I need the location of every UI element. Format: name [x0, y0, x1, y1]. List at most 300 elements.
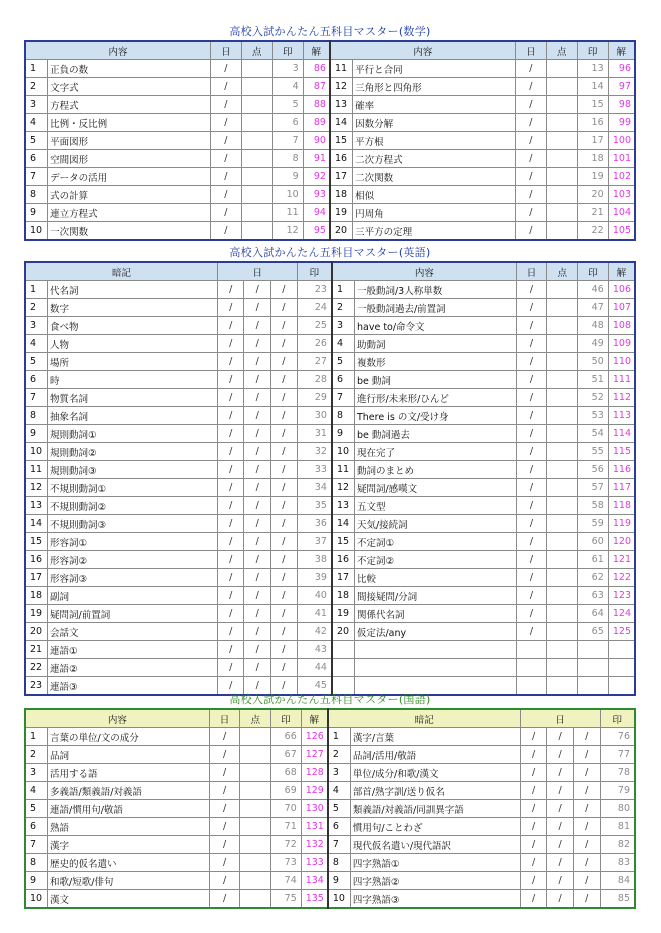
math-header-point-right: 点: [546, 41, 577, 60]
page-number: 28: [297, 371, 332, 389]
empty-cell: [608, 641, 635, 659]
score-cell: [241, 186, 272, 204]
date-slash: /: [209, 890, 240, 909]
page-number: 68: [271, 764, 302, 782]
math-table: [24, 40, 636, 241]
page-number: 32: [297, 443, 332, 461]
item-title: 食べ物: [48, 317, 218, 335]
table-row: [25, 872, 635, 890]
japanese-header-stamp-left: 印: [271, 709, 302, 728]
date-slash: /: [516, 479, 547, 497]
item-title: 漢字: [48, 836, 210, 854]
page-number: 27: [297, 353, 332, 371]
japanese-title: 高校入試かんたん五科目マスター(国語): [229, 693, 431, 706]
date-slash: /: [244, 371, 271, 389]
answer-page-number: 120: [608, 533, 635, 551]
table-row: [25, 78, 635, 96]
page-number: 70: [271, 800, 302, 818]
item-number: 9: [328, 872, 351, 890]
page-number: 14: [577, 78, 608, 96]
math-header-stamp-left: 印: [272, 41, 303, 60]
item-number: 11: [330, 60, 353, 78]
item-title: データの活用: [48, 168, 211, 186]
answer-page-number: 101: [608, 150, 635, 168]
answer-page-number: 132: [301, 836, 328, 854]
date-slash: /: [271, 587, 298, 605]
score-cell: [241, 204, 272, 222]
item-title: 円周角: [353, 204, 516, 222]
empty-cell: [516, 641, 547, 659]
answer-page-number: 89: [303, 114, 330, 132]
score-cell: [546, 222, 577, 241]
date-slash: /: [516, 623, 547, 641]
page-number: 69: [271, 782, 302, 800]
date-slash: /: [516, 353, 547, 371]
date-slash: /: [244, 407, 271, 425]
item-title: 複数形: [354, 353, 516, 371]
date-slash: /: [520, 818, 547, 836]
item-title: 規則動詞②: [48, 443, 218, 461]
date-slash: /: [271, 335, 298, 353]
date-slash: /: [516, 605, 547, 623]
date-slash: /: [217, 659, 244, 677]
item-title: 空間図形: [48, 150, 211, 168]
date-slash: /: [573, 890, 600, 909]
date-slash: /: [271, 281, 298, 299]
japanese-header-content: 内容: [25, 709, 209, 728]
item-number: 20: [330, 222, 353, 241]
date-slash: /: [271, 443, 298, 461]
answer-page-number: 97: [608, 78, 635, 96]
table-row: [25, 389, 635, 407]
empty-cell: [332, 659, 355, 677]
item-title: 連語③: [48, 677, 218, 696]
date-slash: /: [516, 551, 547, 569]
table-row: [25, 641, 635, 659]
item-title: 平方根: [353, 132, 516, 150]
date-slash: /: [217, 641, 244, 659]
date-slash: /: [217, 515, 244, 533]
date-slash: /: [244, 461, 271, 479]
score-cell: [547, 335, 578, 353]
score-cell: [547, 533, 578, 551]
page-number: 20: [577, 186, 608, 204]
table-row: [25, 335, 635, 353]
score-cell: [547, 443, 578, 461]
score-cell: [547, 353, 578, 371]
date-slash: /: [210, 132, 241, 150]
item-title: 規則動詞①: [48, 425, 218, 443]
page-number: 29: [297, 389, 332, 407]
date-slash: /: [520, 872, 547, 890]
answer-page-number: 88: [303, 96, 330, 114]
date-slash: /: [244, 479, 271, 497]
item-title: 熟語: [48, 818, 210, 836]
item-title: 和歌/短歌/俳句: [48, 872, 210, 890]
item-title: 仮定法/any: [354, 623, 516, 641]
table-row: [25, 168, 635, 186]
answer-page-number: 87: [303, 78, 330, 96]
date-slash: /: [516, 371, 547, 389]
item-title: 一般動詞過去/前置詞: [354, 299, 516, 317]
math-header-content-left: 内容: [25, 41, 210, 60]
table-row: [25, 317, 635, 335]
date-slash: /: [573, 836, 600, 854]
score-cell: [240, 728, 271, 746]
date-slash: /: [210, 204, 241, 222]
item-number: 1: [328, 728, 351, 746]
score-cell: [241, 78, 272, 96]
date-slash: /: [210, 60, 241, 78]
item-title: 会話文: [48, 623, 218, 641]
date-slash: /: [516, 317, 547, 335]
item-number: 8: [328, 854, 351, 872]
date-slash: /: [244, 641, 271, 659]
answer-page-number: 117: [608, 479, 635, 497]
item-number: 11: [332, 461, 355, 479]
date-slash: /: [520, 800, 547, 818]
table-row: [25, 353, 635, 371]
item-number: 4: [25, 782, 48, 800]
answer-page-number: 98: [608, 96, 635, 114]
item-number: 8: [25, 854, 48, 872]
item-number: 4: [332, 335, 355, 353]
item-number: 6: [25, 818, 48, 836]
score-cell: [546, 96, 577, 114]
date-slash: /: [217, 443, 244, 461]
date-slash: /: [515, 150, 546, 168]
date-slash: /: [271, 407, 298, 425]
answer-page-number: 119: [608, 515, 635, 533]
item-number: 5: [25, 800, 48, 818]
date-slash: /: [217, 371, 244, 389]
page-number: 6: [272, 114, 303, 132]
english-table: [24, 261, 636, 696]
item-number: 5: [25, 132, 48, 150]
table-row: [25, 60, 635, 78]
score-cell: [240, 764, 271, 782]
score-cell: [547, 479, 578, 497]
item-title: 一次関数: [48, 222, 211, 241]
table-row: [25, 186, 635, 204]
date-slash: /: [209, 872, 240, 890]
item-title: 抽象名詞: [48, 407, 218, 425]
score-cell: [241, 96, 272, 114]
table-row: [25, 222, 635, 241]
page-number: 31: [297, 425, 332, 443]
english-header-day-right: 日: [516, 262, 547, 281]
score-cell: [241, 60, 272, 78]
score-cell: [547, 425, 578, 443]
date-slash: /: [520, 728, 547, 746]
item-title: 形容詞②: [48, 551, 218, 569]
page-number: 83: [600, 854, 635, 872]
item-number: 17: [25, 569, 48, 587]
date-slash: /: [547, 890, 574, 909]
table-row: [25, 551, 635, 569]
page-number: 64: [578, 605, 609, 623]
item-number: 20: [25, 623, 48, 641]
answer-page-number: 133: [301, 854, 328, 872]
answer-page-number: 124: [608, 605, 635, 623]
item-title: 単位/成分/和歌/漢文: [350, 764, 520, 782]
item-title: 形容詞①: [48, 533, 218, 551]
page-number: 15: [577, 96, 608, 114]
item-number: 10: [25, 443, 48, 461]
table-row: [25, 569, 635, 587]
date-slash: /: [244, 281, 271, 299]
date-slash: /: [547, 872, 574, 890]
item-number: 10: [332, 443, 355, 461]
answer-page-number: 100: [608, 132, 635, 150]
answer-page-number: 121: [608, 551, 635, 569]
page-number: 82: [600, 836, 635, 854]
page-number: 4: [272, 78, 303, 96]
page-number: 43: [297, 641, 332, 659]
item-number: 13: [25, 497, 48, 515]
table-row: [25, 150, 635, 168]
date-slash: /: [516, 587, 547, 605]
page-number: 75: [271, 890, 302, 909]
page-number: 63: [578, 587, 609, 605]
page-number: 16: [577, 114, 608, 132]
empty-cell: [578, 641, 609, 659]
item-title: 動詞のまとめ: [354, 461, 516, 479]
date-slash: /: [244, 551, 271, 569]
table-row: [25, 461, 635, 479]
page-number: 35: [297, 497, 332, 515]
item-title: be 動詞過去: [354, 425, 516, 443]
item-title: 場所: [48, 353, 218, 371]
item-number: 14: [330, 114, 353, 132]
date-slash: /: [515, 78, 546, 96]
math-header-ans-left: 解: [303, 41, 330, 60]
page-number: 13: [577, 60, 608, 78]
answer-page-number: 114: [608, 425, 635, 443]
item-number: 6: [328, 818, 351, 836]
item-number: 3: [25, 764, 48, 782]
score-cell: [241, 132, 272, 150]
page-number: 85: [600, 890, 635, 909]
item-number: 2: [332, 299, 355, 317]
item-number: 4: [25, 335, 48, 353]
math-header-point-left: 点: [241, 41, 272, 60]
date-slash: /: [217, 317, 244, 335]
page-number: 45: [297, 677, 332, 696]
item-title: 副詞: [48, 587, 218, 605]
answer-page-number: 99: [608, 114, 635, 132]
empty-cell: [608, 659, 635, 677]
date-slash: /: [573, 728, 600, 746]
table-row: [25, 443, 635, 461]
answer-page-number: 102: [608, 168, 635, 186]
answer-page-number: 106: [608, 281, 635, 299]
item-number: 17: [332, 569, 355, 587]
item-title: 歴史的仮名遣い: [48, 854, 210, 872]
item-title: 二次方程式: [353, 150, 516, 168]
item-number: 6: [332, 371, 355, 389]
page-number: 10: [272, 186, 303, 204]
item-title: 漢文: [48, 890, 210, 909]
item-title: 疑問詞/前置詞: [48, 605, 218, 623]
japanese-section: [24, 692, 636, 909]
page-number: 77: [600, 746, 635, 764]
page-number: 34: [297, 479, 332, 497]
item-title: 関係代名詞: [354, 605, 516, 623]
item-title: 三平方の定理: [353, 222, 516, 241]
date-slash: /: [520, 836, 547, 854]
date-slash: /: [210, 150, 241, 168]
answer-page-number: 118: [608, 497, 635, 515]
date-slash: /: [271, 497, 298, 515]
table-row: [25, 96, 635, 114]
date-slash: /: [271, 479, 298, 497]
score-cell: [546, 204, 577, 222]
table-row: [25, 605, 635, 623]
date-slash: /: [573, 800, 600, 818]
item-number: 9: [25, 204, 48, 222]
score-cell: [546, 150, 577, 168]
item-title: 言葉の単位/文の成分: [48, 728, 210, 746]
item-number: 8: [25, 186, 48, 204]
date-slash: /: [244, 533, 271, 551]
date-slash: /: [271, 551, 298, 569]
date-slash: /: [271, 677, 298, 696]
table-row: [25, 281, 635, 299]
date-slash: /: [516, 515, 547, 533]
page-number: 84: [600, 872, 635, 890]
page-number: 39: [297, 569, 332, 587]
item-title: 二次関数: [353, 168, 516, 186]
date-slash: /: [209, 854, 240, 872]
item-number: 9: [332, 425, 355, 443]
item-title: 正負の数: [48, 60, 211, 78]
date-slash: /: [217, 623, 244, 641]
page-number: 42: [297, 623, 332, 641]
date-slash: /: [516, 389, 547, 407]
page-number: 9: [272, 168, 303, 186]
page-number: 47: [578, 299, 609, 317]
item-number: 19: [332, 605, 355, 623]
date-slash: /: [217, 299, 244, 317]
page-number: 3: [272, 60, 303, 78]
table-row: [25, 764, 635, 782]
date-slash: /: [217, 353, 244, 371]
answer-page-number: 127: [301, 746, 328, 764]
score-cell: [546, 168, 577, 186]
japanese-header-memorize: 暗記: [328, 709, 520, 728]
page-number: 74: [271, 872, 302, 890]
item-number: 5: [328, 800, 351, 818]
date-slash: /: [547, 836, 574, 854]
item-title: 連語①: [48, 641, 218, 659]
item-number: 6: [25, 150, 48, 168]
item-title: 現在完了: [354, 443, 516, 461]
score-cell: [547, 623, 578, 641]
item-number: 14: [25, 515, 48, 533]
item-title: 間接疑問/分詞: [354, 587, 516, 605]
item-number: 5: [332, 353, 355, 371]
item-number: 4: [328, 782, 351, 800]
score-cell: [240, 872, 271, 890]
answer-page-number: 116: [608, 461, 635, 479]
date-slash: /: [209, 782, 240, 800]
item-number: 7: [328, 836, 351, 854]
date-slash: /: [244, 335, 271, 353]
date-slash: /: [515, 168, 546, 186]
item-title: 五文型: [354, 497, 516, 515]
answer-page-number: 109: [608, 335, 635, 353]
answer-page-number: 128: [301, 764, 328, 782]
date-slash: /: [210, 96, 241, 114]
date-slash: /: [516, 425, 547, 443]
item-title: 物質名詞: [48, 389, 218, 407]
item-title: 時: [48, 371, 218, 389]
answer-page-number: 115: [608, 443, 635, 461]
answer-page-number: 107: [608, 299, 635, 317]
date-slash: /: [573, 872, 600, 890]
item-number: 9: [25, 872, 48, 890]
score-cell: [240, 890, 271, 909]
page-number: 79: [600, 782, 635, 800]
item-number: 12: [332, 479, 355, 497]
math-header-content-right: 内容: [330, 41, 515, 60]
page-number: 11: [272, 204, 303, 222]
date-slash: /: [573, 764, 600, 782]
item-title: 形容詞③: [48, 569, 218, 587]
date-slash: /: [271, 569, 298, 587]
table-row: [25, 782, 635, 800]
page-number: 72: [271, 836, 302, 854]
page-number: 37: [297, 533, 332, 551]
score-cell: [547, 605, 578, 623]
page-number: 40: [297, 587, 332, 605]
date-slash: /: [217, 497, 244, 515]
page-number: 56: [578, 461, 609, 479]
date-slash: /: [217, 587, 244, 605]
english-header-point: 点: [547, 262, 578, 281]
table-row: [25, 818, 635, 836]
item-title: 連語②: [48, 659, 218, 677]
date-slash: /: [547, 854, 574, 872]
page-number: 52: [578, 389, 609, 407]
page-number: 71: [271, 818, 302, 836]
item-number: 3: [25, 96, 48, 114]
item-number: 14: [332, 515, 355, 533]
answer-page-number: 103: [608, 186, 635, 204]
page-number: 55: [578, 443, 609, 461]
score-cell: [546, 186, 577, 204]
item-number: 2: [25, 78, 48, 96]
answer-page-number: 108: [608, 317, 635, 335]
date-slash: /: [271, 605, 298, 623]
japanese-header-stamp-right: 印: [600, 709, 635, 728]
answer-page-number: 91: [303, 150, 330, 168]
item-number: 3: [328, 764, 351, 782]
table-row: [25, 728, 635, 746]
english-header-ans: 解: [608, 262, 635, 281]
item-title: 因数分解: [353, 114, 516, 132]
page-number: 44: [297, 659, 332, 677]
answer-page-number: 95: [303, 222, 330, 241]
date-slash: /: [244, 515, 271, 533]
table-row: [25, 800, 635, 818]
date-slash: /: [209, 764, 240, 782]
table-row: [25, 533, 635, 551]
score-cell: [547, 569, 578, 587]
score-cell: [547, 281, 578, 299]
item-number: 21: [25, 641, 48, 659]
